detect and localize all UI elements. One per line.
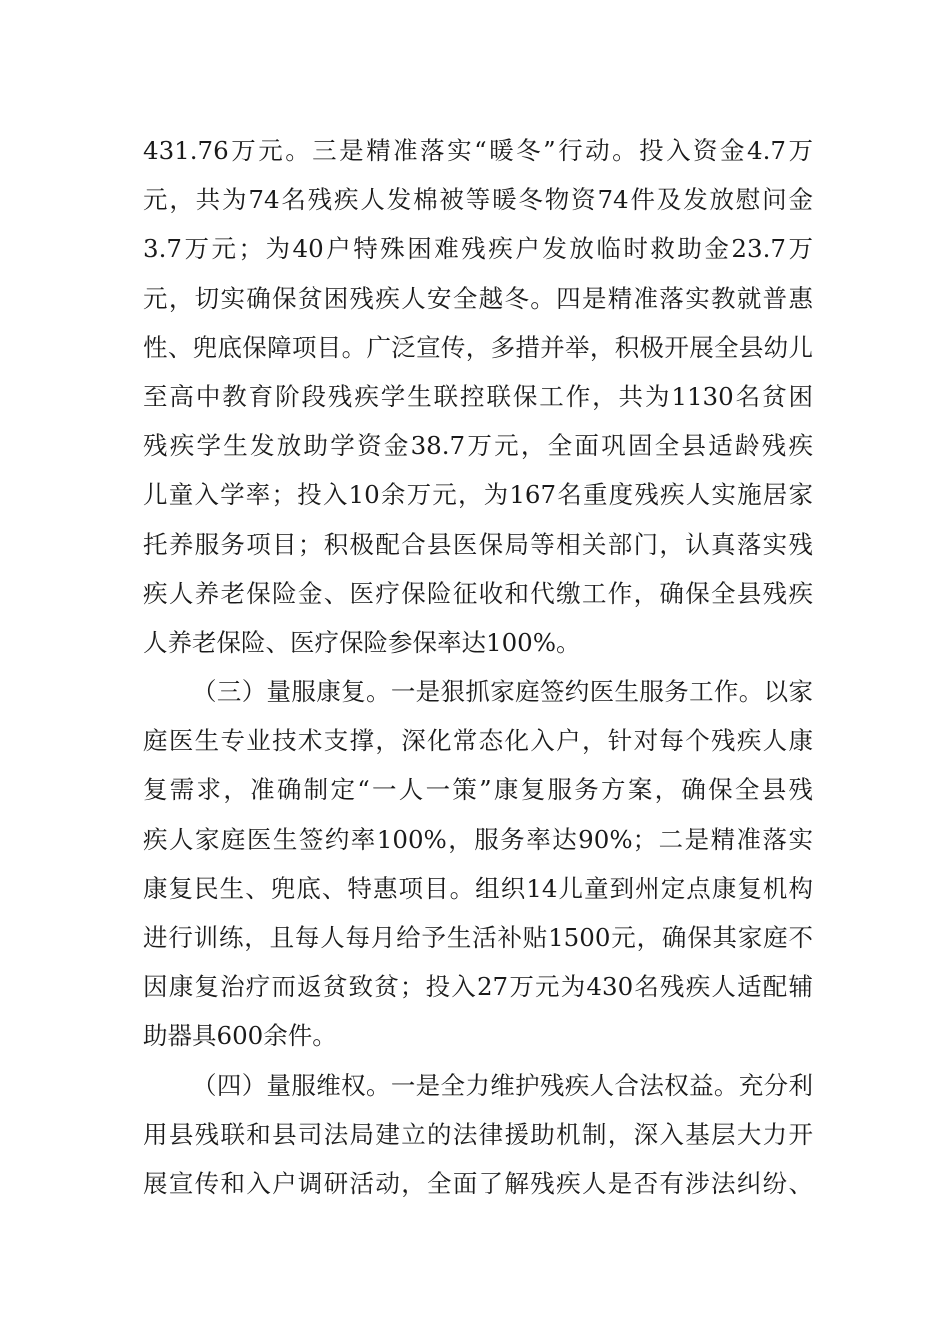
text-line: 康复民生、兜底、特惠项目。组织14儿童到州定点康复机构 (143, 873, 813, 903)
text-line: 庭医生专业技术支撑，深化常态化入户，针对每个残疾人康 (143, 726, 813, 756)
text-line: 托养服务项目；积极配合县医保局等相关部门，认真落实残 (143, 529, 813, 559)
text-line: 复需求，准确制定“一人一策”康复服务方案，确保全县残 (143, 775, 813, 805)
text-line: 至高中教育阶段残疾学生联控联保工作，共为1130名贫困 (143, 381, 813, 411)
text-line: 疾人家庭医生签约率100%，服务率达90%；二是精准落实 (143, 824, 813, 854)
text-line: 助器具600余件。 (143, 1021, 337, 1051)
text-line: 用县残联和县司法局建立的法律援助机制，深入基层大力开 (143, 1119, 813, 1149)
section-heading-line: （三）量服康复。一是狠抓家庭签约医生服务工作。以家 (192, 677, 813, 707)
text-line: 人养老保险、医疗保险参保率达100%。 (143, 627, 581, 657)
text-line: 因康复治疗而返贫致贫；投入27万元为430名残疾人适配辅 (143, 972, 813, 1002)
text-line: 元，共为74名残疾人发棉被等暖冬物资74件及发放慰问金 (143, 185, 813, 215)
text-line: 进行训练，且每人每月给予生活补贴1500元，确保其家庭不 (143, 923, 813, 952)
text-line: 性、兜底保障项目。广泛宣传，多措并举，积极开展全县幼儿 (143, 332, 813, 362)
text-line: 元，切实确保贫困残疾人安全越冬。四是精准落实教就普惠 (143, 283, 813, 313)
text-line: 残疾学生发放助学资金38.7万元，全面巩固全县适龄残疾 (143, 431, 813, 461)
text-line: 儿童入学率；投入10余万元，为167名重度残疾人实施居家 (143, 480, 813, 510)
text-line: 3.7万元；为40户特殊困难残疾户发放临时救助金23.7万 (143, 234, 813, 264)
section-heading-line: （四）量服维权。一是全力维护残疾人合法权益。充分利 (192, 1070, 813, 1100)
text-line: 431.76万元。三是精准落实“暖冬”行动。投入资金4.7万 (143, 136, 813, 165)
text-line: 展宣传和入户调研活动，全面了解残疾人是否有涉法纠纷、 (143, 1168, 813, 1198)
body-text (143, 126, 813, 1208)
text-line: 疾人养老保险金、医疗保险征收和代缴工作，确保全县残疾 (143, 578, 813, 608)
